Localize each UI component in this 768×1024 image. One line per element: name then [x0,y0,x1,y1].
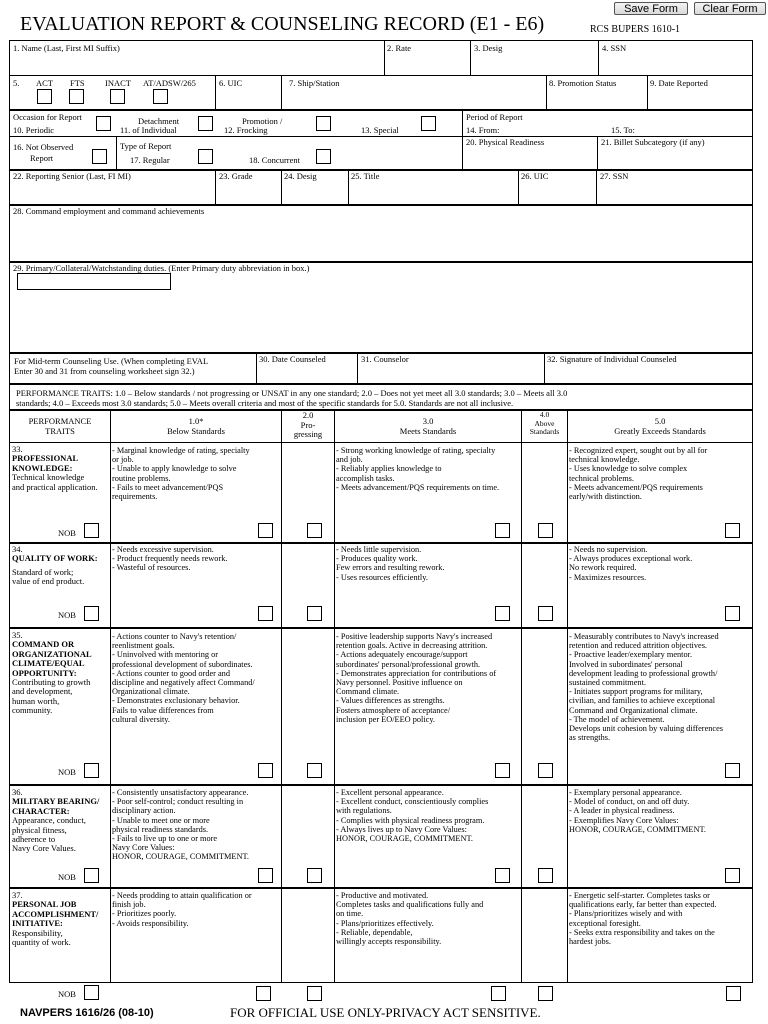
trait-35-greatly-line: as strengths. [569,733,611,743]
trait-35-meets-line: Fosters atmosphere of acceptance/ [336,705,451,715]
rate-label: 2. Rate [387,43,412,53]
trait-33-desc: Technical knowledge [12,472,85,483]
trait-35-title-3: CLIMATE/EQUAL [12,658,85,669]
trait-37-title-3: INITIATIVE: [12,918,63,929]
trait-34-score-3-checkbox[interactable] [495,606,510,621]
trait-37-desc-2: quantity of work. [12,937,71,948]
trait-37-title: PERSONAL JOB [12,899,77,910]
trait-36-below-line: - Poor self-control; conduct resulting in [112,797,244,807]
trait-36-desc-3: adherence to [12,834,56,845]
trait-36-below-line: HONOR, COURAGE, COMMITMENT. [112,852,249,862]
trait-33-title-2: KNOWLEDGE: [12,462,73,473]
fts-label: FTS [70,78,85,88]
trait-34-greatly-line: - Maximizes resources. [569,572,647,582]
trait-36-desc-2: physical fitness, [12,824,67,835]
midterm-label: For Mid-term Counseling Use. (When completing EVAL [14,356,209,366]
trait-35-title: COMMAND OR [12,639,75,650]
trait-35-meets-line: inclusion per EO/EEO policy. [336,714,436,724]
special-checkbox[interactable] [421,116,436,131]
trait-35-below-line: professional development of subordinates. [112,659,253,669]
trait-35-nob-checkbox[interactable] [84,763,99,778]
trait-36-meets-line: - Excellent conduct, conscientiously complies [336,797,489,807]
progressing-header: Pro- [300,419,316,430]
trait-35-greatly-line: Involved in subordinates' personal [569,659,683,669]
fts-checkbox[interactable] [69,89,84,104]
trait-36-below-line: - Unable to meet one or more [112,815,210,825]
trait-37-desc: Responsibility, [12,927,63,938]
trait-34-score-5-checkbox[interactable] [725,606,740,621]
trait-36-title-2: CHARACTER: [12,805,70,816]
trait-36-below-line: - Fails to live up to one or more [112,834,218,844]
reporting-senior-label: 22. Reporting Senior (Last, FI MI) [13,171,131,181]
trait-35-meets-line: retention goals. Active in decreasing attrition. [336,641,488,651]
period-label: Period of Report [466,112,523,122]
trait-33-meets-line: - Strong working knowledge of rating, specialty [336,446,496,455]
trait-33-below-line: - Fails to meet advancement/PQS [112,482,224,492]
trait-33-score-5-checkbox[interactable] [725,523,740,538]
traits-header-2: TRAITS [45,426,75,436]
trait-35-meets-line: subordinates' personal/professional growth. [336,659,481,669]
trait-35-below-line: cultural diversity. [112,714,170,724]
billet-subcategory-label: 21. Billet Subcategory (if any) [601,137,705,147]
promotion-label: Promotion / [242,116,283,126]
trait-36-nob-label: NOB [58,872,76,882]
trait-35-meets-line: - Actions adequately encourage/support [336,650,468,660]
trait-34-number: 34. [12,544,23,554]
trait-35-greatly-line: - Measurably contributes to Navy's increased [569,632,719,641]
inact-label: INACT [105,78,131,88]
trait-33-greatly-line: - Meets advancement/PQS requirements [569,482,703,492]
trait-37-greatly-line: hardest jobs. [569,937,611,947]
periodic-checkbox[interactable] [96,116,111,131]
trait-37-greatly-line: - Seeks extra responsibility and takes on the [569,927,715,937]
trait-35-below-line: - Actions counter to Navy's retention/ [112,632,237,641]
trait-34-meets-line: - Uses resources efficiently. [336,572,428,582]
traits-header: PERFORMANCE [28,416,92,426]
component-label: 5. [13,78,20,88]
duties-label: 29. Primary/Collateral/Watchstanding duties. (Enter Primary duty abbreviation in box.) [13,263,310,273]
trait-34-below-line: - Wasteful of resources. [112,563,191,573]
promotion-checkbox[interactable] [316,116,331,131]
not-observed-checkbox[interactable] [92,149,107,164]
trait-36-greatly-line: - A leader in physical readiness. [569,806,675,816]
periodic-label: 10. Periodic [13,125,55,135]
trait-34-nob-checkbox[interactable] [84,606,99,621]
trait-37-meets-line: - Productive and motivated. [336,891,429,900]
inact-checkbox[interactable] [110,89,125,104]
trait-36-meets-line: with regulations. [336,806,392,816]
trait-35-title-2: ORGANIZATIONAL [12,648,92,659]
trait-37-meets-line: willingly accepts responsibility. [336,937,442,947]
trait-37-below-line: - Avoids responsibility. [112,918,189,928]
trait-36-meets-line: - Complies with physical readiness program. [336,815,485,825]
regular-label: 17. Regular [130,155,170,165]
trait-34-nob-label: NOB [58,610,76,620]
trait-36-score-4-checkbox[interactable] [538,868,553,883]
trait-37-score-5-checkbox[interactable] [726,986,741,1001]
meets-standards-header: Meets Standards [399,426,457,436]
trait-36-greatly-line: HONOR, COURAGE, COMMITMENT. [569,824,706,834]
command-employment-label: 28. Command employment and command achievements [13,206,205,216]
counselor-label: 31. Counselor [361,354,409,364]
trait-36-score-5-checkbox[interactable] [725,868,740,883]
trait-35-desc: Contributing to growth [12,677,91,688]
trait-35-greatly-line: - Initiates support programs for military, [569,687,703,697]
name-label: 1. Name (Last, First MI Suffix) [13,43,120,53]
atadsw-label: AT/ADSW/265 [143,78,196,88]
frocking-label: 12. Frocking [224,125,268,135]
ship-station-label: 7. Ship/Station [289,78,340,88]
rs-ssn-label: 27. SSN [600,171,629,181]
trait-37-meets-line: Completes tasks and qualifications fully and [336,900,484,910]
trait-35-desc-4: community. [12,705,53,716]
trait-37-meets-line: - Reliable, dependable, [336,927,413,937]
rcs-number: RCS BUPERS 1610-1 [590,24,681,35]
trait-35-score-1-checkbox[interactable] [258,763,273,778]
progressing-score: 2.0 [302,410,314,420]
trait-33-score-4-checkbox[interactable] [538,523,553,538]
trait-33-score-2-checkbox[interactable] [307,523,322,538]
trait-34-title: QUALITY OF WORK: [12,553,98,564]
detachment-label: Detachment [138,116,180,126]
trait-34-greatly-line: No rework required. [569,563,637,573]
trait-35-below-line: - Uninvolved with mentoring or [112,650,218,660]
greatly-score: 5.0 [654,416,666,426]
trait-35-greatly-line: development leading to professional growth/ [569,668,718,678]
trait-33-below-line: - Marginal knowledge of rating, specialty [112,446,250,455]
not-observed-label: 16. Not Observed [13,142,74,152]
regular-checkbox[interactable] [198,149,213,164]
trait-36-greatly-line: - Exemplifies Navy Core Values: [569,815,679,825]
trait-34-score-1-checkbox[interactable] [258,606,273,621]
trait-33-meets-line: and job. [336,455,363,465]
privacy-notice: FOR OFFICIAL USE ONLY-PRIVACY ACT SENSITIVE. [230,1005,541,1020]
rs-desig-label: 24. Desig [284,171,317,181]
atadsw-checkbox[interactable] [153,89,168,104]
trait-37-meets-line: on time. [336,909,364,919]
not-observed-report-label: Report [30,153,54,163]
trait-35-meets-line: Command climate. [336,687,400,697]
above-header-2: Standards [529,427,560,436]
trait-37-title-2: ACCOMPLISHMENT/ [12,908,99,919]
trait-35-score-4-checkbox[interactable] [538,763,553,778]
trait-35-greatly-line: retention and reduced attrition objectives. [569,641,708,651]
detachment-individual-label: 11. of Individual [120,125,177,135]
trait-36-score-3-checkbox[interactable] [495,868,510,883]
to-label: 15. To: [611,125,635,135]
trait-35-number: 35. [12,630,23,640]
progressing-header-2: gressing [293,429,323,439]
concurrent-label: 18. Concurrent [249,155,300,165]
trait-35-score-3-checkbox[interactable] [495,763,510,778]
trait-37-nob-checkbox[interactable] [84,985,99,1000]
occasion-label: Occasion for Report [13,112,82,122]
trait-36-number: 36. [12,787,23,797]
trait-36-meets-line: - Excellent personal appearance. [336,788,444,797]
trait-35-greatly-line: civilian, and families to achieve exceptional [569,696,716,706]
trait-33-greatly-line: technical problems. [569,473,634,483]
trait-36-greatly-line: - Model of conduct, on and off duty. [569,797,690,807]
trait-35-below-line: - Demonstrates exclusionary behavior. [112,696,240,706]
trait-33-desc-2: and practical application. [12,481,98,492]
trait-37-greatly-line: - Plans/prioritizes wisely and with [569,909,683,919]
trait-33-below-line: routine problems. [112,473,171,483]
trait-34-score-4-checkbox[interactable] [538,606,553,621]
trait-35-meets-line: - Positive leadership supports Navy's increased [336,632,493,641]
trait-37-meets-line: - Plans/prioritizes effectively. [336,918,434,928]
trait-36-desc-4: Navy Core Values. [12,843,76,854]
trait-37-greatly-line: exceptional foresight. [569,918,641,928]
trait-33-meets-line: - Reliably applies knowledge to [336,464,442,474]
trait-33-greatly-line: - Recognized expert, sought out by all for [569,446,708,455]
type-report-label: Type of Report [120,141,172,151]
trait-37-score-1-checkbox[interactable] [256,986,271,1001]
below-standards-header: Below Standards [167,426,225,436]
rs-uic-label: 26. UIC [521,171,549,181]
trait-35-below-line: Fails to value differences from [112,705,214,715]
signature-counseled-label: 32. Signature of Individual Counseled [547,354,677,364]
special-label: 13. Special [361,125,399,135]
trait-35-meets-line: - Demonstrates appreciation for contributions of [336,668,497,678]
ssn-label: 4. SSN [602,43,627,53]
title-label: 25. Title [351,171,380,181]
trait-35-desc-2: and development, [12,686,73,697]
above-header: Above [534,418,555,428]
trait-35-below-line: Organizational climate. [112,687,190,697]
trait-37-greatly-line: qualifications early, far better than expected. [569,900,717,910]
trait-37-nob-label: NOB [58,989,76,999]
trait-33-below-line: - Unable to apply knowledge to solve [112,464,237,474]
trait-34-meets-line: Few errors and resulting rework. [336,563,445,573]
trait-36-desc: Appearance, conduct, [12,815,86,826]
trait-33-nob-label: NOB [58,528,76,538]
primary-duty-abbrev-box[interactable] [17,273,171,290]
trait-37-below-line: - Prioritizes poorly. [112,909,177,919]
below-score: 1.0* [188,416,204,426]
trait-36-below-line: Navy Core Values: [112,843,175,853]
trait-36-meets-line: - Always lives up to Navy Core Values: [336,824,467,834]
trait-36-score-1-checkbox[interactable] [258,868,273,883]
trait-35-meets-line: - Values differences as strengths. [336,696,445,706]
trait-35-score-2-checkbox[interactable] [307,763,322,778]
trait-34-greatly-line: - Always produces exceptional work. [569,554,693,564]
trait-33-greatly-line: technical knowledge. [569,455,640,465]
trait-33-meets-line: accomplish tasks. [336,473,395,483]
save-form-button[interactable]: Save Form [614,2,688,15]
clear-form-button[interactable]: Clear Form [694,2,766,15]
trait-35-meets-line: Navy personnel. Positive influence on [336,678,463,688]
trait-35-title-4: OPPORTUNITY: [12,667,77,678]
greatly-exceeds-header: Greatly Exceeds Standards [614,426,706,436]
performance-traits-legend-2: standards; 4.0 – Exceeds most 3.0 standards; 5.0 – Meets overall criteria and most of the specific standards for 5.0. Standards are not all inclusive. [16,398,514,408]
detachment-checkbox[interactable] [198,116,213,131]
trait-33-below-line: requirements. [112,492,158,502]
trait-35-score-5-checkbox[interactable] [725,763,740,778]
trait-35-greatly-line: sustained commitment. [569,678,646,688]
trait-35-below-line: reenlistment goals. [112,641,175,651]
trait-36-title: MILITARY BEARING/ [12,796,100,807]
trait-36-below-line: physical readiness standards. [112,824,209,834]
physical-readiness-label: 20. Physical Readiness [466,137,545,147]
act-checkbox[interactable] [37,89,52,104]
trait-37-score-4-checkbox[interactable] [538,986,553,1001]
promotion-status-label: 8. Promotion Status [549,78,617,88]
trait-36-nob-checkbox[interactable] [84,868,99,883]
trait-35-greatly-line: Develops unit cohesion by valuing differences [569,724,723,734]
trait-33-title: PROFESSIONAL [12,453,79,464]
trait-37-score-3-checkbox[interactable] [491,986,506,1001]
trait-36-meets-line: HONOR, COURAGE, COMMITMENT. [336,834,473,844]
trait-36-below-line: disciplinary action. [112,806,176,816]
trait-33-below-line: or job. [112,455,134,465]
trait-36-score-2-checkbox[interactable] [307,868,322,883]
trait-36-greatly-line: - Exemplary personal appearance. [569,788,682,797]
trait-34-score-2-checkbox[interactable] [307,606,322,621]
desig-label: 3. Desig [474,43,503,53]
trait-35-below-line: discipline and negatively affect Command/ [112,678,255,688]
trait-33-meets-line: - Meets advancement/PQS requirements on time. [336,482,500,492]
trait-34-desc: Standard of work; [12,566,74,577]
trait-33-score-1-checkbox[interactable] [258,523,273,538]
trait-37-below-line: - Needs prodding to attain qualification or [112,891,252,900]
from-label: 14. From: [466,125,500,135]
date-counseled-label: 30. Date Counseled [259,354,326,364]
midterm-label-2: Enter 30 and 31 from counseling worksheet sign 32.) [14,366,195,376]
trait-34-meets-line: - Needs little supervision. [336,545,422,554]
form-number: NAVPERS 1616/26 (08-10) [20,1007,154,1019]
trait-34-greatly-line: - Needs no supervision. [569,545,648,554]
performance-traits-legend: PERFORMANCE TRAITS: 1.0 – Below standards / not progressing or UNSAT in any one standard; 2.0 – Does not yet meet all 3.0 standards; 3.0 – Meets all 3.0 [16,388,568,398]
grade-label: 23. Grade [219,171,253,181]
trait-35-desc-3: human worth, [12,695,60,706]
trait-33-greatly-line: early/with distinction. [569,492,642,502]
trait-33-score-3-checkbox[interactable] [495,523,510,538]
trait-33-greatly-line: - Uses knowledge to solve complex [569,464,688,474]
above-score: 4.0 [539,410,550,419]
trait-33-nob-checkbox[interactable] [84,523,99,538]
trait-34-meets-line: - Produces quality work. [336,554,418,564]
trait-33-number: 33. [12,444,23,454]
trait-35-greatly-line: - The model of achievement. [569,714,665,724]
trait-37-below-line: finish job. [112,900,146,910]
meets-score: 3.0 [422,416,434,426]
form-title: EVALUATION REPORT & COUNSELING RECORD (E1 - E6) [20,13,545,35]
trait-34-below-line: - Product frequently needs rework. [112,554,228,564]
trait-37-score-2-checkbox[interactable] [307,986,322,1001]
act-label: ACT [36,78,53,88]
trait-37-number: 37. [12,890,23,900]
trait-35-greatly-line: Command and Organizational climate. [569,705,698,715]
trait-35-below-line: - Actions counter to good order and [112,668,230,678]
trait-34-below-line: - Needs excessive supervision. [112,545,214,554]
trait-36-below-line: - Consistently unsatisfactory appearance. [112,788,249,797]
trait-37-greatly-line: - Energetic self-starter. Completes tasks or [569,891,710,900]
concurrent-checkbox[interactable] [316,149,331,164]
trait-35-nob-label: NOB [58,767,76,777]
date-reported-label: 9. Date Reported [650,78,708,88]
trait-35-greatly-line: - Proactive leader/exemplary mentor. [569,650,693,660]
uic-label: 6. UIC [219,78,243,88]
trait-34-desc-2: value of end product. [12,576,85,587]
